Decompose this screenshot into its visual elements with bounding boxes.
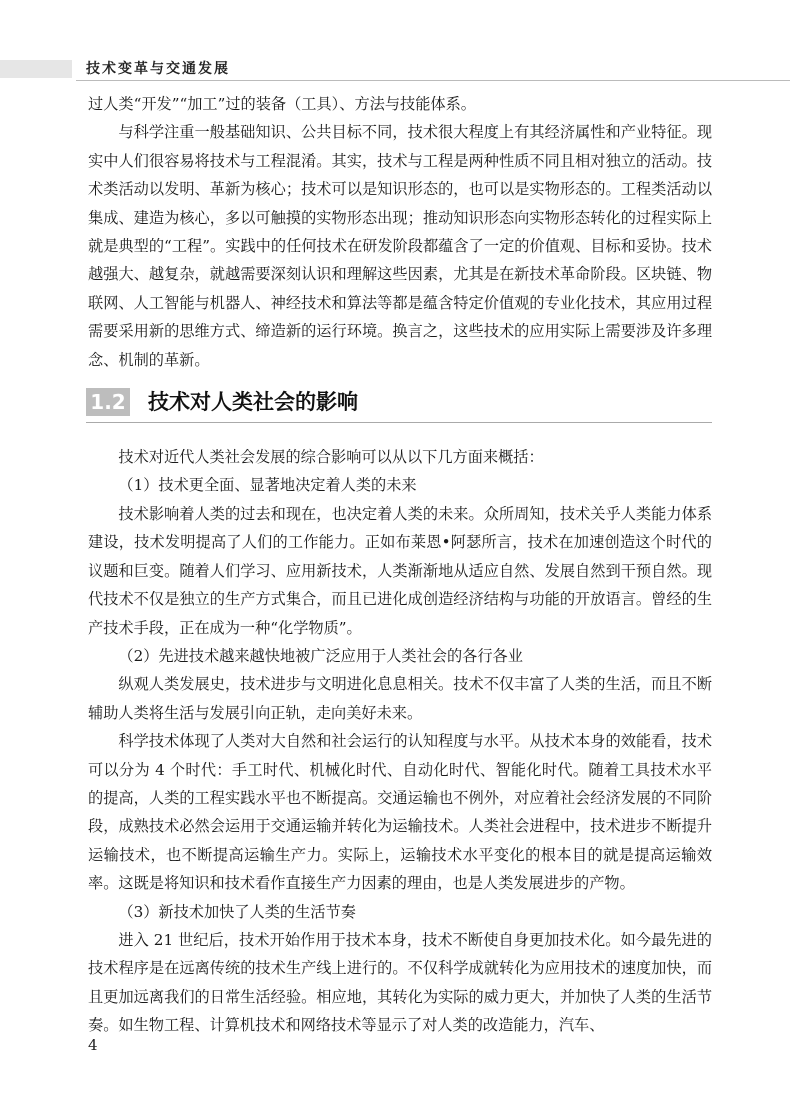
- subheading: （1）技术更全面、显著地决定着人类的未来: [118, 476, 417, 495]
- paragraph: 纵观人类发展史，技术进步与文明进化息息相关。技术不仅丰富了人类的生活，而且不断辅助人类将生活与发展引向正轨，走向美好未来。: [88, 675, 712, 722]
- section-number: 1.2: [86, 388, 130, 416]
- paragraph: 进入 21 世纪后，技术开始作用于技术本身，技术不断使自身更加技术化。如今最先进的技术程序是在远离传统的技术生产线上进行的。不仅科学成就转化为应用技术的速度加快，而且更加远离我们的日常生活经验。相应地，其转化为实际的威力更大，并加快了人类的生活节奏。如生物工程、计算机技术和网络技术等显示了对人类的改造能力，汽车、: [88, 930, 712, 1035]
- paragraph: 与科学注重一般基础知识、公共目标不同，技术很大程度上有其经济属性和产业特征。现实中人们很容易将技术与工程混淆。其实，技术与工程是两种性质不同且相对独立的活动。技术类活动以发明、革新为核心；技术可以是知识形态的，也可以是实物形态的。工程类活动以集成、建造为核心，多以可触摸的实物形态出现；推动知识形态向实物形态转化的过程实际上就是典型的“工程”。实践中的任何技术在研发阶段都蕴含了一定的价值观、目标和妥协。技术越强大、越复杂，就越需要深刻认识和理解这些因素，尤其是在新技术革命阶段。区块链、物联网、人工智能与机器人、神经技术和算法等都是蕴含特定价值观的专业化技术，其应用过程需要采用新的思维方式、缔造新的运行环境。换言之，这些技术的应用实际上需要涉及许多理念、机制的革新。: [88, 123, 712, 369]
- header-rule: [76, 80, 790, 81]
- page-content: [88, 90, 712, 1040]
- subheading: （3）新技术加快了人类的生活节奏: [118, 902, 356, 921]
- paragraph: 技术影响着人类的过去和现在，也决定着人类的未来。众所周知，技术关乎人类能力体系建设，技术发明提高了人们的工作能力。正如布莱恩•阿瑟所言，技术在加速创造这个时代的议题和巨变。随着人们学习、应用新技术，人类渐渐地从适应自然、发展自然到干预自然。现代技术不仅是独立的生产方式集合，而且已进化成创造经济结构与功能的开放语言。曾经的生产技术手段，正在成为一种“化学物质”。: [88, 504, 712, 637]
- page-number: 4: [88, 1036, 98, 1054]
- header-band: [0, 60, 72, 78]
- paragraph: 科学技术体现了人类对大自然和社会运行的认知程度与水平。从技术本身的效能看，技术可以分为 4 个时代：手工时代、机械化时代、自动化时代、智能化时代。随着工具技术水平的提高，人类的工程实践水平也不断提高。交通运输也不例外，对应着社会经济发展的不同阶段，成熟技术必然会运用于交通运输并转化为运输技术。人类社会进程中，技术进步不断提升运输技术，也不断提高运输生产力。实际上，运输技术水平变化的根本目的就是提高运输效率。这既是将知识和技术看作直接生产力因素的理由，也是人类发展进步的产物。: [88, 732, 712, 893]
- section-heading: [86, 386, 712, 423]
- paragraph: 过人类“开发”“加工”过的装备（工具）、方法与技能体系。: [88, 95, 476, 113]
- section-title: 技术对人类社会的影响: [148, 390, 358, 415]
- running-title: 技术变革与交通发展: [86, 61, 230, 77]
- paragraph: 技术对近代人类社会发展的综合影响可以从以下几方面来概括：: [118, 448, 544, 467]
- subheading: （2）先进技术越来越快地被广泛应用于人类社会的各行各业: [118, 646, 523, 665]
